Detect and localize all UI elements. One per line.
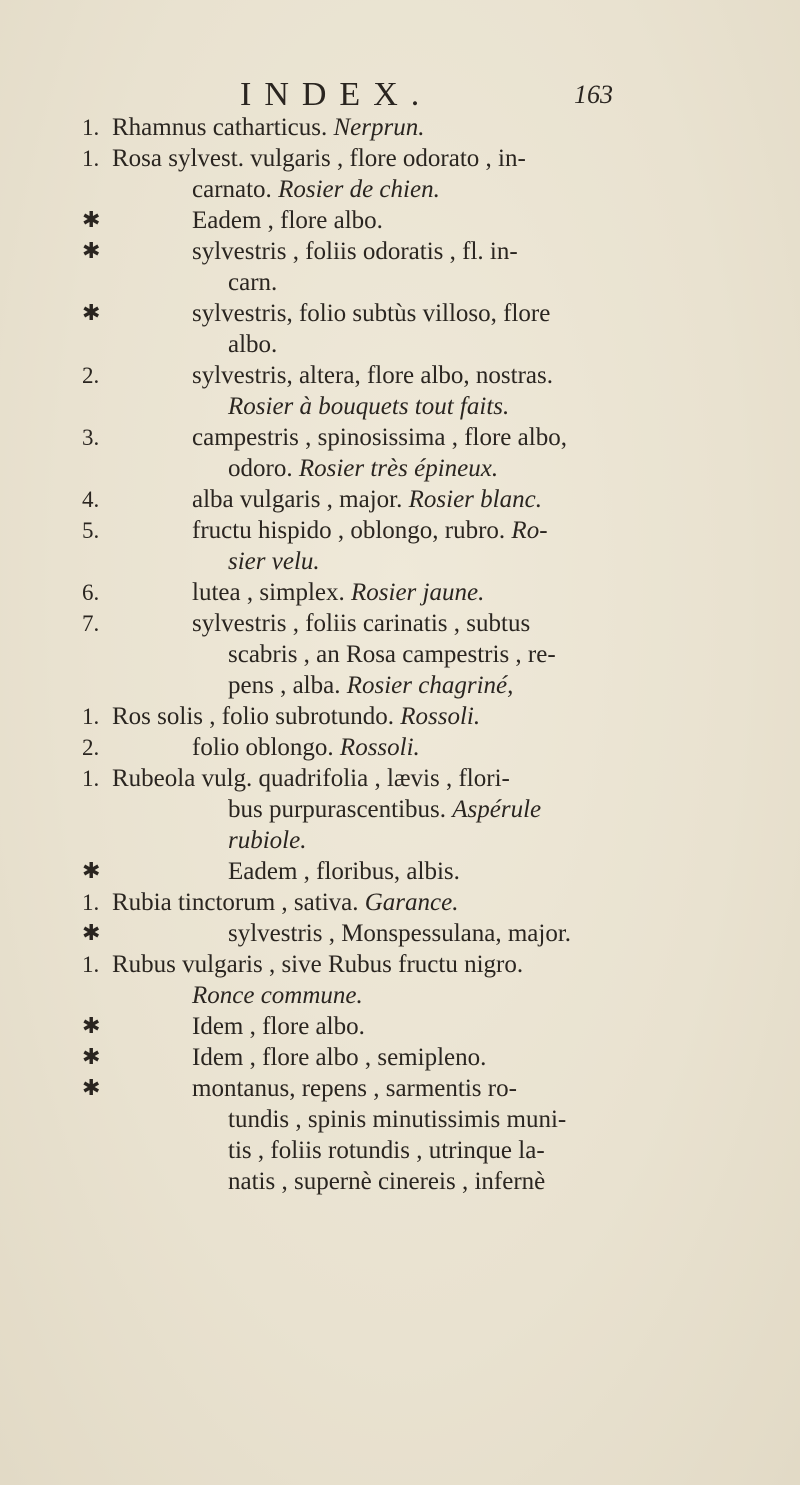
french-name: Rossoli. [339,734,420,761]
index-entry [0,484,800,515]
latin-name: Eadem , floribus, albis. [228,858,460,885]
index-entry [0,236,800,298]
index-entry [0,608,800,701]
entry-number: 4. [82,487,100,512]
entry-text [192,174,440,205]
entry-line [0,701,800,732]
asterisk-marker: ✱ [82,239,101,264]
latin-name: Idem , flore albo , semipleno. [192,1044,487,1071]
entry-continuation-line [0,453,800,484]
latin-name: Ros solis , folio subrotundo. [112,703,394,730]
entry-number: 5. [82,518,100,543]
asterisk-marker: ✱ [82,859,101,884]
latin-name: montanus, repens , sarmentis ro- [192,1075,517,1102]
entry-text [228,918,571,949]
entry-line [0,205,800,236]
entry-text [112,763,510,794]
entry-text [228,1104,566,1135]
entry-number: 7. [82,611,100,636]
index-entry [0,577,800,608]
entry-continuation-line [0,329,800,360]
latin-name: fructu hispido , oblongo, rubro. [192,517,506,544]
french-name: Ronce commune. [192,982,363,1009]
index-entry [0,205,800,236]
entry-text [228,1166,545,1197]
entry-text [192,980,363,1011]
index-entry [0,701,800,732]
latin-name: sylvestris , Monspessulana, major. [228,920,572,947]
french-name: Ro- [511,517,548,544]
index-entry [0,1042,800,1073]
page-header [0,76,800,116]
latin-name: Rosa sylvest. vulgaris , flore odorato , in- [112,145,526,172]
entry-line [0,1042,800,1073]
french-name: Rosier blanc. [408,486,542,513]
entry-number: 1. [82,146,100,171]
latin-name: scabris , an Rosa campestris , re- [228,641,556,668]
entry-text [228,1135,545,1166]
latin-name: sylvestris , foliis carinatis , subtus [192,610,531,637]
entry-text [192,515,548,546]
french-name: Rosier à bouquets tout faits. [228,393,510,420]
entry-line [0,1011,800,1042]
entry-line [0,763,800,794]
index-entry [0,112,800,143]
entry-continuation-line [0,1166,800,1197]
index-entry [0,918,800,949]
entry-line [0,577,800,608]
entry-continuation-line [0,174,800,205]
entry-text [192,484,542,515]
entry-number: 1. [82,704,100,729]
entry-number: 1. [82,890,100,915]
entry-text [228,639,556,670]
entry-text [112,949,523,980]
entry-line [0,484,800,515]
asterisk-marker: ✱ [82,921,101,946]
entry-text [228,329,277,360]
entry-number: 2. [82,363,100,388]
latin-name: alba vulgaris , major. [192,486,403,513]
entry-number: 3. [82,425,100,450]
asterisk-marker: ✱ [82,1045,101,1070]
entry-line [0,112,800,143]
latin-name: bus purpurascentibus. [228,796,447,823]
index-entry [0,143,800,205]
latin-name: folio oblongo. [192,734,334,761]
entry-text [192,1011,365,1042]
entry-text [228,794,541,825]
index-entry [0,1073,800,1197]
entry-continuation-line [0,1104,800,1135]
entry-text [112,143,526,174]
index-entry [0,1011,800,1042]
latin-name: natis , supernè cinereis , infernè [228,1168,546,1195]
asterisk-marker: ✱ [82,1076,101,1101]
entry-text [228,453,498,484]
index-entry [0,422,800,484]
latin-name: Idem , flore albo. [192,1013,365,1040]
entry-continuation-line [0,825,800,856]
entry-number: 6. [82,580,100,605]
entry-line [0,422,800,453]
index-entry [0,298,800,360]
french-name: Rosier chagriné, [346,672,514,699]
asterisk-marker: ✱ [82,208,101,233]
latin-name: Rhamnus catharticus. [112,114,328,141]
entry-line [0,887,800,918]
entry-number: 1. [82,766,100,791]
entry-line [0,1073,800,1104]
entry-continuation-line [0,794,800,825]
entry-line [0,918,800,949]
entry-continuation-line [0,639,800,670]
entry-text [192,608,530,639]
index-entry [0,887,800,918]
entry-text [192,732,420,763]
page-number: 163 [574,80,613,109]
entry-line [0,298,800,329]
index-entry [0,856,800,887]
entry-line [0,732,800,763]
latin-name: Eadem , flore albo. [192,207,383,234]
latin-name: odoro. [228,455,293,482]
entry-continuation-line [0,267,800,298]
entry-line [0,949,800,980]
latin-name: carnato. [192,176,272,203]
index-entry [0,515,800,577]
header-title: INDEX. [240,76,433,113]
entry-text [112,112,424,143]
entry-line [0,608,800,639]
entry-line [0,143,800,174]
entry-text [192,236,518,267]
latin-name: Rubus vulgaris , sive Rubus fructu nigro. [112,951,524,978]
latin-name: pens , alba. [228,672,341,699]
entry-text [228,825,306,856]
entry-text [228,670,513,701]
entry-number: 1. [82,952,100,977]
entry-line [0,236,800,267]
entry-continuation-line [0,391,800,422]
entry-number: 1. [82,115,100,140]
entry-number: 2. [82,735,100,760]
index-entry [0,763,800,856]
asterisk-marker: ✱ [82,1014,101,1039]
entry-text [228,856,460,887]
index-entry [0,732,800,763]
entry-text [192,1073,517,1104]
entry-line [0,515,800,546]
latin-name: carn. [228,269,278,296]
latin-name: campestris , spinosissima , flore albo, [192,424,567,451]
entry-continuation-line [0,546,800,577]
latin-name: sylvestris , foliis odoratis , fl. in- [192,238,518,265]
french-name: Garance. [364,889,459,916]
entry-line [0,360,800,391]
entry-text [192,422,567,453]
entry-text [228,546,320,577]
asterisk-marker: ✱ [82,301,101,326]
latin-name: Rubia tinctorum , sativa. [112,889,359,916]
entry-text [192,298,550,329]
french-name: rubiole. [228,827,307,854]
entry-text [112,701,480,732]
entry-text [228,391,509,422]
entry-text [192,577,484,608]
entry-text [112,887,458,918]
french-name: Nerprun. [333,114,425,141]
index-entries [0,112,800,1197]
entry-line [0,856,800,887]
entry-text [192,205,383,236]
latin-name: tundis , spinis minutissimis muni- [228,1106,567,1133]
french-name: sier velu. [228,548,320,575]
index-entry [0,360,800,422]
latin-name: Rubeola vulg. quadrifolia , lævis , flori- [112,765,510,792]
index-entry [0,949,800,1011]
entry-continuation-line [0,980,800,1011]
latin-name: lutea , simplex. [192,579,345,606]
french-name: Aspérule [452,796,542,823]
entry-continuation-line [0,670,800,701]
entry-text [228,267,277,298]
french-name: Rossoli. [400,703,481,730]
entry-text [192,1042,486,1073]
french-name: Rosier de chien. [278,176,440,203]
latin-name: sylvestris, folio subtùs villoso, flore [192,300,551,327]
french-name: Rosier jaune. [351,579,485,606]
latin-name: tis , foliis rotundis , utrinque la- [228,1137,545,1164]
french-name: Rosier très épineux. [298,455,499,482]
latin-name: sylvestris, altera, flore albo, nostras. [192,362,554,389]
entry-text [192,360,553,391]
entry-continuation-line [0,1135,800,1166]
latin-name: albo. [228,331,278,358]
